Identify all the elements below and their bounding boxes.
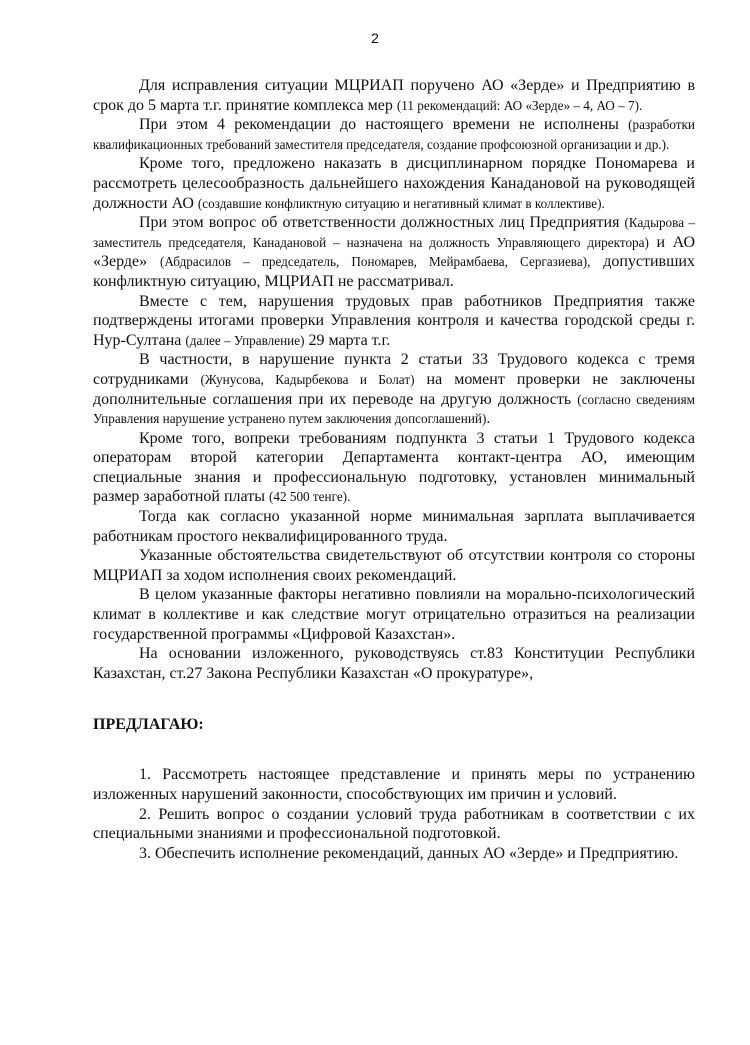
paragraph-1: Для исправления ситуации МЦРИАП поручено АО «Зерде» и Предприятию в срок до 5 марта т.г. принятие комплекса мер (11 рекомендаций: АО «Зерде» – 4, АО – 7). [93,77,695,114]
paragraph-9: Указанные обстоятельства свидетельствуют об отсутствии контроля со стороны МЦРИАП за ходом исполнения своих рекомендаций. [93,547,695,584]
proposal-heading: ПРЕДЛАГАЮ: [93,716,204,734]
paragraph-4: При этом вопрос об ответственности должностных лиц Предприятия (Кадырова – заместитель председателя, Канадановой – назначена на должность Управляющего директора) и АО «Зерде» (Абдрасилов – председатель, Пономарев, Мейрамбаева, Сергазиева), допустивших конфликтную ситуацию, МЦРИАП не рассматривал. [93,214,696,290]
paragraph-2: При этом 4 рекомендации до настоящего времени не исполнены (разработки квалификационных требований заместителя председателя, создание профсоюзной организации и др.). [93,116,695,152]
proposal-item-2: 2. Решить вопрос о создании условий труда работникам в соответствии с их специальными знаниями и профессиональной подготовкой. [93,805,695,843]
page-number: 2 [371,30,379,46]
proposal-item-1: 1. Рассмотреть настоящее представление и принять меры по устранению изложенных нарушений законности, способствующих им причин и условий. [93,766,695,803]
paragraph-5: Вместе с тем, нарушения трудовых прав работников Предприятия также подтверждены итогами проверки Управления контроля и качества городской среды г. Нур-Султана (далее – Управление) 29 марта т.г. [93,292,695,349]
paragraph-10: В целом указанные факторы негативно повлияли на морально-психологический климат в коллективе и как следствие могут отрицательно отразиться на реализации государственной программы «Цифровой Казахстан». [93,586,695,643]
paragraph-7: Кроме того, вопреки требованиям подпункта 3 статьи 1 Трудового кодекса операторам второй категории Департамента контакт-центра АО, имеющим специальные знания и профессиональную подготовку, установлен минимальный размер заработной платы (42 500 тенге). [93,429,695,506]
paragraph-3: Кроме того, предложено наказать в дисциплинарном порядке Пономарева и рассмотреть целесообразность дальнейшего нахождения Канадановой на руководящей должности АО (создавшие конфликтную ситуацию и негативный климат в коллективе). [93,155,695,212]
paragraph-6: В частности, в нарушение пункта 2 статьи 33 Трудового кодекса с тремя сотрудниками (Жунусова, Кадырбекова и Болат) на момент проверки не заключены дополнительные соглашения при их переводе на другую должность (согласно сведениям Управления нарушение устранено путем заключения допсоглашений). [93,351,695,428]
document-body [93,76,695,863]
proposal-list [93,765,695,863]
paragraph-8: Тогда как согласно указанной норме минимальная зарплата выплачивается работникам простого неквалифицированного труда. [93,508,695,545]
proposal-item-3: 3. Обеспечить исполнение рекомендаций, данных АО «Зерде» и Предприятию. [139,844,679,862]
paragraph-11: На основании изложенного, руководствуясь ст.83 Конституции Республики Казахстан, ст.27 Закона Республики Казахстан «О прокуратуре», [93,645,695,682]
